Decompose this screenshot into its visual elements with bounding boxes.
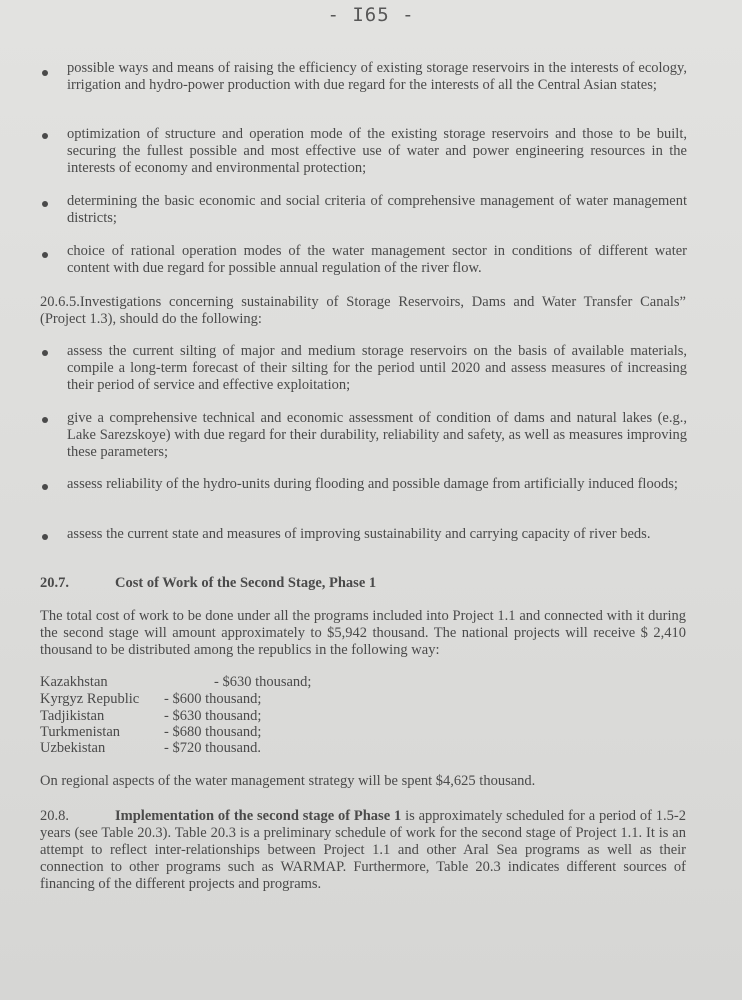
allocation-amount: - $720 thousand. <box>164 740 262 756</box>
allocation-country: Kyrgyz Republic <box>40 691 140 707</box>
list-item: give a comprehensive technical and economic assessment of condition of dams and natural lakes (e.g., Lake Sarezskoye) with due regard for their durability, reliability and safety, as well as measures improving these parameters; <box>67 410 687 460</box>
section-number: 20.8. <box>40 808 69 824</box>
paragraph-total-cost: The total cost of work to be done under all the programs included into Project 1.1 and connected with it during the second stage will amount approximately to $5,942 thousand. The national projects will receive $ 2,410 thousand to be distributed among the republics in the following way: <box>40 608 686 658</box>
allocation-amount: - $680 thousand; <box>164 724 262 740</box>
list-item: assess the current silting of major and medium storage reservoirs on the basis of available materials, compile a long-term forecast of their silting for the period until 2020 and assess measures of increasing their period of service and effective exploitation; <box>67 343 687 393</box>
bullet-icon <box>42 534 48 540</box>
section-title: Cost of Work of the Second Stage, Phase 1 <box>115 575 377 591</box>
list-item: possible ways and means of raising the efficiency of existing storage reservoirs in the interests of ecology, irrigation and hydro-power production with due regard for the interests of all the Central Asian states; <box>67 60 687 93</box>
section-number: 20.7. <box>40 575 69 591</box>
paragraph-regional: On regional aspects of the water management strategy will be spent $4,625 thousand. <box>40 773 536 789</box>
list-item: assess the current state and measures of improving sustainability and carrying capacity of river beds. <box>67 526 651 542</box>
section-heading-20-7 <box>40 575 376 592</box>
list-item: assess reliability of the hydro-units during flooding and possible damage from artificially induced floods; <box>67 476 678 492</box>
allocation-amount: - $600 thousand; <box>164 691 262 707</box>
allocation-country: Turkmenistan <box>40 724 121 740</box>
bullet-icon <box>42 350 48 356</box>
list-item: choice of rational operation modes of the water management sector in conditions of different water content with due regard for possible annual regulation of the river flow. <box>67 243 687 276</box>
bullet-icon <box>42 201 48 207</box>
list-item: optimization of structure and operation mode of the existing storage reservoirs and those to be built, securing the fullest possible and most effective use of water and power engineering resources in the interests of economy and environmental protection; <box>67 126 687 176</box>
bullet-icon <box>42 252 48 258</box>
list-item: determining the basic economic and social criteria of comprehensive management of water management districts; <box>67 193 687 226</box>
allocation-country: Kazakhstan <box>40 674 108 690</box>
bullet-icon <box>42 133 48 139</box>
bullet-icon <box>42 417 48 423</box>
paragraph-20-6-5: 20.6.5.Investigations concerning sustainability of Storage Reservoirs, Dams and Water Transfer Canals” (Project 1.3), should do the following: <box>40 294 686 327</box>
section-text: is approximately scheduled for a period of 1.5-2 years (see Table 20.3). Table 20.3 is a preliminary schedule of work for the second stage of Project 1.1. It is an attempt to reflect inter-relationships between Project 1.1 and other Aral Sea programs as well as their connection to other programs such as WARMAP. Furthermore, Table 20.3 indicates different sources of financing of the different projects and programs. <box>40 808 686 892</box>
allocation-country: Uzbekistan <box>40 740 106 756</box>
bullet-icon <box>42 70 48 76</box>
page-number: - I65 - <box>327 4 415 26</box>
section-lead: Implementation of the second stage of Phase 1 <box>115 808 402 824</box>
paragraph-20-8 <box>40 808 686 893</box>
bullet-icon <box>42 484 48 490</box>
allocation-country: Tadjikistan <box>40 708 105 724</box>
allocation-amount: - $630 thousand; <box>164 708 262 724</box>
allocation-amount: - $630 thousand; <box>214 674 312 690</box>
